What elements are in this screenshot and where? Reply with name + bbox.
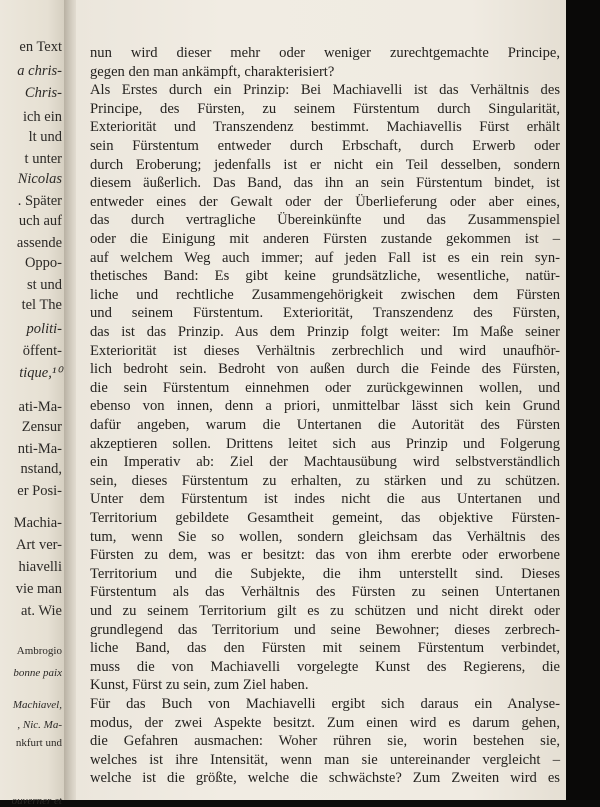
text-line: thetisches Band: Es gibt keine grundsätzliche, wesentliche, natür- (90, 268, 560, 285)
text-line: das durch vertragliche Übereinkünfte und das Zusammenspiel (90, 212, 560, 229)
text-line: welches ist ihre Intensität, wenn man sie untereinander vergleicht – (90, 751, 560, 768)
text-line: grundlegend das Territorium und seine Bewohner; dieses zerbrech- (90, 621, 560, 638)
text-line: diesem äußerlich. Das Band, das ihn an sein Fürstentum bindet, ist (90, 175, 560, 192)
left-page-line: öffent- (22, 343, 62, 359)
text-line: Exteriorität ist dieses Verhältnis zerbrechlich und wird unaufhör- (90, 342, 560, 359)
text-line: dafür angeben, warum die Untertanen die Autorität des Fürsten (90, 417, 560, 433)
left-page-line: bonne paix (13, 667, 62, 679)
text-line: oder die Einigung mit anderen Fürsten zustande gekommen ist – (90, 231, 560, 247)
left-page-line: Nicolas (17, 171, 62, 187)
left-page-line: st und (26, 277, 62, 293)
left-page-line: tique,¹⁰ (19, 365, 62, 381)
text-line: Als Erstes durch ein Prinzip: Bei Machiavelli ist das Verhältnis des (90, 82, 560, 99)
text-line: liche und rechtliche Zusammengehörigkeit zwischen dem Fürsten (90, 286, 560, 303)
text-line: sein Fürstentum entweder durch Erbschaft, durch Erwerb oder (90, 138, 560, 154)
text-line: ein Imperativ ab: Ziel der Machtausübung wird selbstverständlich (90, 454, 560, 471)
text-line: liche Band, das den Fürsten mit seinem Fürstentum verbindet, (90, 640, 560, 657)
left-page-line: Oppo- (24, 255, 62, 271)
left-page-line: en Text (19, 39, 62, 55)
text-line: nun wird dieser mehr oder weniger zurechtgemachte Principe, (90, 45, 560, 61)
left-page-line: , Nic. Ma- (17, 719, 62, 731)
left-page-line: Ambrogio (16, 645, 62, 657)
text-line: Unter dem Fürstentum ist indes nicht die aus Untertanen und (90, 491, 560, 508)
left-page-line: hiavelli (18, 559, 62, 575)
left-page-line: vie man (15, 581, 62, 597)
left-page-line: Zensur (21, 419, 62, 435)
left-page-line: ati-Ma- (18, 399, 62, 415)
text-line: sein, dieses Fürstentum zu erhalten, zu stärken und zu schützen. (90, 472, 560, 489)
text-line: Fürsten zu dem, was er besitzt: das von ihm ererbte oder erworbene (90, 547, 560, 564)
left-page-line: t unter (24, 151, 62, 167)
left-page-line: Machiavel, (12, 699, 62, 711)
text-line: Exteriorität und Transzendenz bestimmt. Machiavellis Fürst erhält (90, 119, 560, 136)
left-page-line: uch auf (18, 213, 62, 229)
text-line: die Gefahren ausmachen: Woher rühren sie, worin bestehen sie, (90, 733, 560, 750)
left-page-line: Chris- (24, 85, 62, 101)
left-page-line: at. Wie (20, 603, 62, 619)
text-line: muss die von Machiavelli vorgelegte Kunst des Regierens, die (90, 658, 560, 675)
left-page-line: Art ver- (15, 537, 62, 553)
text-line: modus, der zwei Aspekte besitzt. Zum einen wird es darum gehen, (90, 714, 560, 731)
text-line: und zu seinem Territorium gilt es zu schützen und nicht direkt oder (90, 603, 560, 619)
text-line: Territorium gebildete Gesamtheit gemeint, das objektive Fürsten- (90, 510, 560, 526)
left-page-line: nti-Ma- (17, 441, 62, 457)
text-line: durch Eroberung; jedenfalls ist er nicht ein Teil desselben, sondern (90, 156, 560, 173)
text-line: Principe, des Fürsten, zu seinem Fürstentum durch Singularität, (90, 100, 560, 117)
text-line: gegen den man ankämpft, charakterisiert? (90, 63, 335, 80)
facing-page-left (0, 0, 68, 807)
left-page-line: a chris- (17, 63, 62, 79)
text-line: lich bedroht sein. Bedroht von außen durch die Feinde des Fürsten, (90, 361, 560, 378)
text-line: Territorium und die Subjekte, die ihm unterstellt sind. Dieses (90, 565, 560, 582)
text-line: auf welchem Weg auch immer; auf jeden Fall ist es ein rein syn- (90, 249, 560, 266)
left-page-line: nkfurt und (15, 737, 62, 749)
text-line: ebenso von innen, denn a priori, unmittelbar lässt sich kein Grund (90, 398, 560, 415)
left-page-line: assende (16, 235, 62, 251)
book-page-right (76, 0, 570, 800)
left-page-line: er Posi- (17, 483, 62, 499)
text-line: Fürstentum als das Verhältnis des Fürsten zu seinen Untertanen (90, 584, 560, 601)
text-line: welche ist die größte, welche die schwächste? Zum Zweiten wird es (90, 770, 560, 787)
text-line: das ist das Prinzip. Aus dem Prinzip folgt weiter: Im Maße seiner (90, 324, 560, 340)
text-line: und seinem Fürstentum. Exteriorität, Transzendenz des Fürsten, (90, 305, 560, 322)
background-edge (566, 0, 600, 800)
left-page-line: . Später (17, 193, 62, 209)
left-page-line: Machia- (13, 515, 62, 531)
left-page-line: ouverner et (11, 795, 62, 807)
text-line: Kunst, Fürst zu sein, zum Ziel haben. (90, 677, 309, 694)
text-line: tum, wenn Sie so wollen, sondern gleichsam das Verhältnis des (90, 528, 560, 545)
text-line: die sein Fürstentum einnehmen oder zurückgewinnen wollen, und (90, 379, 560, 396)
text-line: entweder eines der Gewalt oder der Überlieferung oder aber eines, (90, 193, 560, 210)
left-page-line: ich ein (22, 109, 62, 125)
left-page-line: lt und (28, 129, 62, 145)
left-page-line: tel The (21, 297, 62, 313)
text-line: akzeptieren sollen. Drittens leitet sich aus Prinzip und Folgerung (90, 435, 560, 452)
left-page-line: nstand, (20, 461, 62, 477)
text-line: Für das Buch von Machiavelli ergibt sich daraus ein Analyse- (90, 696, 560, 712)
left-page-line: politi- (26, 321, 62, 337)
